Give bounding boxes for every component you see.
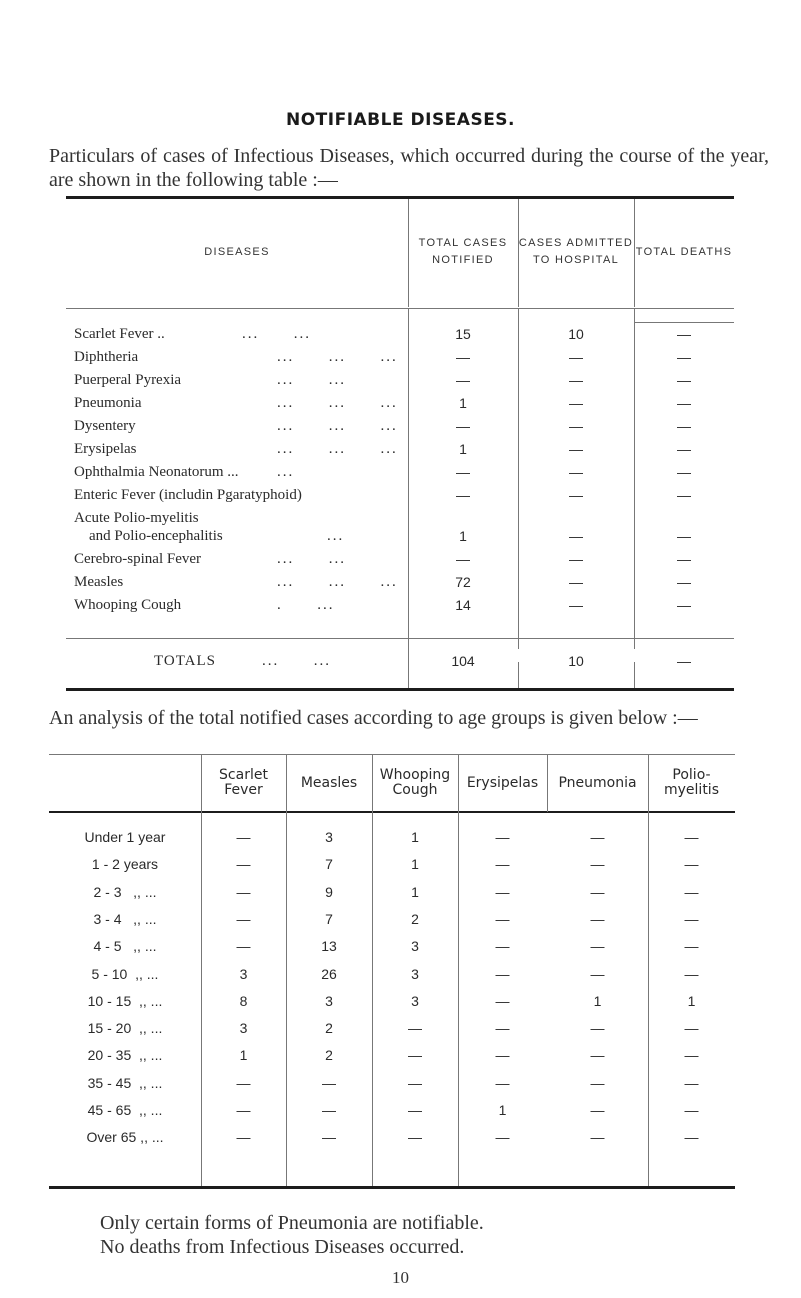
age-group-value: — xyxy=(236,1102,251,1118)
cases-notified: 1 xyxy=(459,441,467,457)
age-group-row xyxy=(49,884,735,911)
age-group-value: 1 xyxy=(239,1047,248,1064)
age-group-value: 3 xyxy=(325,992,333,1009)
disease-name: Scarlet Fever .. xyxy=(74,326,165,342)
age-group-value: 8 xyxy=(239,992,248,1009)
disease-row xyxy=(66,372,734,395)
leader-dots: ... xyxy=(277,464,295,480)
cases-notified: — xyxy=(456,418,470,434)
cases-notified: — xyxy=(456,487,470,503)
page-title: NOTIFIABLE DISEASES. xyxy=(285,110,516,130)
intro-paragraph: Particulars of cases of Infectious Diseases, which occurred during the course of the year, are shown in the following table :— xyxy=(49,145,769,191)
age-group-row xyxy=(49,1020,735,1047)
disease-name: Measles xyxy=(74,574,124,590)
header-total-cases-notified: TOTAL CASES NOTIFIED xyxy=(418,237,508,266)
age-group-value: 13 xyxy=(321,938,337,955)
total-deaths: — xyxy=(677,574,691,590)
disease-row xyxy=(66,464,734,487)
leader-dots: ... ... xyxy=(242,326,311,342)
header-diseases: DISEASES xyxy=(204,245,270,258)
age-group-value: — xyxy=(590,1047,605,1064)
totals-row xyxy=(66,653,734,676)
age-group-label: 2 - 3 ,, ... xyxy=(93,883,157,900)
age-group-value: 1 xyxy=(687,992,696,1009)
totals-deaths: — xyxy=(677,653,691,669)
age-group-value: 3 xyxy=(411,965,419,982)
age-group-value: — xyxy=(408,1074,422,1091)
disease-name: Ophthalmia Neonatorum ... xyxy=(74,464,239,480)
leader-dots: ... ... xyxy=(277,551,346,567)
notifiable-diseases-table xyxy=(66,196,734,691)
disease-row xyxy=(66,349,734,372)
age-group-value: — xyxy=(495,883,510,900)
age-group-row xyxy=(49,1129,735,1156)
age-group-value: 7 xyxy=(325,856,333,873)
disease-row xyxy=(66,487,734,510)
cases-notified: — xyxy=(456,551,470,567)
age-group-value: 2 xyxy=(325,1020,333,1037)
leader-dots: ... ... xyxy=(277,372,346,388)
age-group-value: — xyxy=(236,829,251,845)
cases-notified: 1 xyxy=(459,528,467,544)
disease-row xyxy=(66,418,734,441)
age-group-value: — xyxy=(684,829,699,845)
age-group-value: — xyxy=(495,856,510,873)
age-group-value: — xyxy=(495,965,510,982)
age-group-value: — xyxy=(495,992,510,1009)
age-group-value: — xyxy=(236,1074,251,1091)
cases-notified: 14 xyxy=(455,597,471,613)
age-group-value: 3 xyxy=(411,992,419,1009)
disease-name: Acute Polio-myelitis xyxy=(74,510,199,526)
age-group-value: — xyxy=(322,1102,336,1118)
age-group-value: — xyxy=(684,883,699,900)
age-group-value: — xyxy=(590,1102,605,1118)
disease-row xyxy=(66,441,734,464)
age-group-value: — xyxy=(590,1020,605,1037)
age-group-label: 4 - 5 ,, ... xyxy=(93,938,157,955)
age-group-value: — xyxy=(495,938,510,955)
age-group-value: — xyxy=(590,965,605,982)
cases-notified: 1 xyxy=(459,395,467,411)
disease-name: Enteric Fever (includin Pgaratyphoid) xyxy=(74,487,302,503)
age-group-row xyxy=(49,938,735,965)
age-group-row xyxy=(49,1102,735,1129)
age-group-value: — xyxy=(236,1129,251,1146)
age-group-value: 3 xyxy=(239,1020,248,1037)
age-group-value: 1 xyxy=(411,829,419,845)
leader-dots: ... xyxy=(327,528,345,544)
total-deaths: — xyxy=(677,418,691,434)
cases-admitted: — xyxy=(569,349,583,365)
analysis-paragraph: An analysis of the total notified cases according to age groups is given below :— xyxy=(49,707,698,729)
age-group-label: 5 - 10 ,, ... xyxy=(91,965,159,982)
age-group-row xyxy=(49,1047,735,1074)
disease-name: Whooping Cough xyxy=(74,597,182,613)
age-group-value: 3 xyxy=(411,938,419,955)
age-group-value: 2 xyxy=(325,1047,333,1064)
age-group-value: — xyxy=(495,1129,510,1146)
age-group-value: 26 xyxy=(321,965,337,982)
age-table-header: Polio-myelitis xyxy=(664,767,719,798)
age-table-header: Whooping Cough xyxy=(379,767,451,798)
age-group-label: 15 - 20 ,, ... xyxy=(87,1020,163,1037)
age-group-value: — xyxy=(684,856,699,873)
cases-admitted: — xyxy=(569,464,583,480)
age-group-value: — xyxy=(408,1020,422,1037)
age-group-row xyxy=(49,1075,735,1102)
age-group-label: Over 65 ,, ... xyxy=(86,1129,164,1146)
total-deaths: — xyxy=(677,464,691,480)
cases-notified: 72 xyxy=(455,574,471,590)
age-group-value: — xyxy=(684,910,699,927)
age-group-value: — xyxy=(495,1047,510,1064)
cases-admitted: — xyxy=(569,372,583,388)
totals-dots: ... ... xyxy=(262,653,331,669)
total-deaths: — xyxy=(677,597,691,613)
cases-admitted: 10 xyxy=(568,326,584,342)
age-group-value: — xyxy=(684,965,699,982)
leader-dots: ... ... ... xyxy=(277,395,398,411)
disease-row xyxy=(66,551,734,574)
age-table-header: Pneumonia xyxy=(558,774,637,791)
leader-dots: ... ... ... xyxy=(277,349,398,365)
age-group-value: — xyxy=(590,1129,605,1146)
cases-notified: — xyxy=(456,372,470,388)
disease-name: Cerebro-spinal Fever xyxy=(74,551,202,567)
leader-dots: ... ... ... xyxy=(277,441,398,457)
total-deaths: — xyxy=(677,395,691,411)
total-deaths: — xyxy=(677,487,691,503)
age-group-value: — xyxy=(590,883,605,900)
age-group-value: — xyxy=(495,910,510,927)
cases-admitted: — xyxy=(569,574,583,590)
age-group-value: — xyxy=(684,1047,699,1064)
disease-name: Pneumonia xyxy=(74,395,142,411)
cases-admitted: — xyxy=(569,487,583,503)
disease-name: Puerperal Pyrexia xyxy=(74,372,182,388)
age-group-value: — xyxy=(590,910,605,927)
cases-admitted: — xyxy=(569,528,583,544)
age-group-label: 10 - 15 ,, ... xyxy=(87,992,163,1009)
age-group-value: — xyxy=(684,938,699,955)
disease-name: Diphtheria xyxy=(74,349,139,365)
age-group-value: 3 xyxy=(325,829,333,845)
totals-label: TOTALS xyxy=(154,653,217,669)
cases-admitted: — xyxy=(569,551,583,567)
age-group-value: — xyxy=(236,856,251,873)
age-group-value: — xyxy=(495,1074,510,1091)
age-group-value: — xyxy=(408,1047,422,1064)
total-deaths: — xyxy=(677,326,691,342)
age-group-value: 1 xyxy=(498,1102,507,1118)
cases-admitted: — xyxy=(569,395,583,411)
age-group-value: — xyxy=(684,1074,699,1091)
age-table-header: Erysipelas xyxy=(466,774,539,791)
leader-dots: . ... xyxy=(277,597,335,613)
age-group-value: 7 xyxy=(325,910,333,927)
age-group-value: — xyxy=(590,856,605,873)
age-group-value: 2 xyxy=(411,910,419,927)
age-group-value: — xyxy=(495,1020,510,1037)
cases-admitted: — xyxy=(569,418,583,434)
age-group-value: — xyxy=(684,1020,699,1037)
age-group-value: — xyxy=(684,1129,699,1146)
age-group-label: 1 - 2 years xyxy=(91,856,159,873)
age-group-value: — xyxy=(590,938,605,955)
footnote-1: Only certain forms of Pneumonia are notifiable. xyxy=(100,1212,484,1234)
total-deaths: — xyxy=(677,551,691,567)
age-group-value: 1 xyxy=(411,856,419,873)
total-deaths: — xyxy=(677,441,691,457)
age-group-row xyxy=(49,966,735,993)
disease-row xyxy=(66,597,734,620)
age-group-value: — xyxy=(236,910,251,927)
age-group-value: — xyxy=(590,1074,605,1091)
age-group-value: 9 xyxy=(325,883,333,900)
leader-dots: ... ... ... xyxy=(277,574,398,590)
age-group-row xyxy=(49,993,735,1020)
age-group-label: Under 1 year xyxy=(84,829,166,845)
total-deaths: — xyxy=(677,528,691,544)
age-group-value: 1 xyxy=(593,992,602,1009)
cases-admitted: — xyxy=(569,441,583,457)
disease-name: Erysipelas xyxy=(74,441,137,457)
header-cases-admitted: CASES ADMITTED TO HOSPITAL xyxy=(518,237,634,266)
age-group-row xyxy=(49,829,735,856)
age-group-value: — xyxy=(322,1129,336,1146)
leader-dots: ... ... ... xyxy=(277,418,398,434)
totals-admitted: 10 xyxy=(568,653,584,669)
header-total-deaths: TOTAL DEATHS xyxy=(635,245,733,258)
disease-name: and Polio-encephalitis xyxy=(74,528,223,544)
cases-notified: — xyxy=(456,464,470,480)
age-group-value: — xyxy=(684,1102,699,1118)
age-group-value: 3 xyxy=(239,965,248,982)
age-table-header: Scarlet Fever xyxy=(219,767,268,798)
age-group-value: 1 xyxy=(411,883,419,900)
age-group-value: — xyxy=(236,938,251,955)
disease-name: Dysentery xyxy=(74,418,136,434)
age-group-table xyxy=(49,754,735,1190)
totals-notified: 104 xyxy=(451,653,475,669)
age-group-label: 45 - 65 ,, ... xyxy=(87,1102,163,1118)
total-deaths: — xyxy=(677,349,691,365)
age-group-value: — xyxy=(322,1074,336,1091)
disease-row xyxy=(66,528,734,551)
age-group-value: — xyxy=(236,883,251,900)
age-group-label: 35 - 45 ,, ... xyxy=(87,1074,163,1091)
disease-row xyxy=(66,326,734,349)
cases-admitted: — xyxy=(569,597,583,613)
age-group-value: — xyxy=(408,1129,422,1146)
age-group-value: — xyxy=(495,829,510,845)
age-group-label: 3 - 4 ,, ... xyxy=(93,910,157,927)
disease-row xyxy=(66,395,734,418)
cases-notified: — xyxy=(456,349,470,365)
age-group-row xyxy=(49,856,735,883)
footnote-2: No deaths from Infectious Diseases occurred. xyxy=(100,1236,465,1258)
age-group-value: — xyxy=(590,829,605,845)
cases-notified: 15 xyxy=(455,326,471,342)
page-number: 10 xyxy=(392,1268,409,1287)
age-group-value: — xyxy=(408,1102,422,1118)
age-group-row xyxy=(49,911,735,938)
disease-row xyxy=(66,574,734,597)
total-deaths: — xyxy=(677,372,691,388)
age-group-label: 20 - 35 ,, ... xyxy=(87,1047,163,1064)
age-table-header: Measles xyxy=(300,774,358,791)
